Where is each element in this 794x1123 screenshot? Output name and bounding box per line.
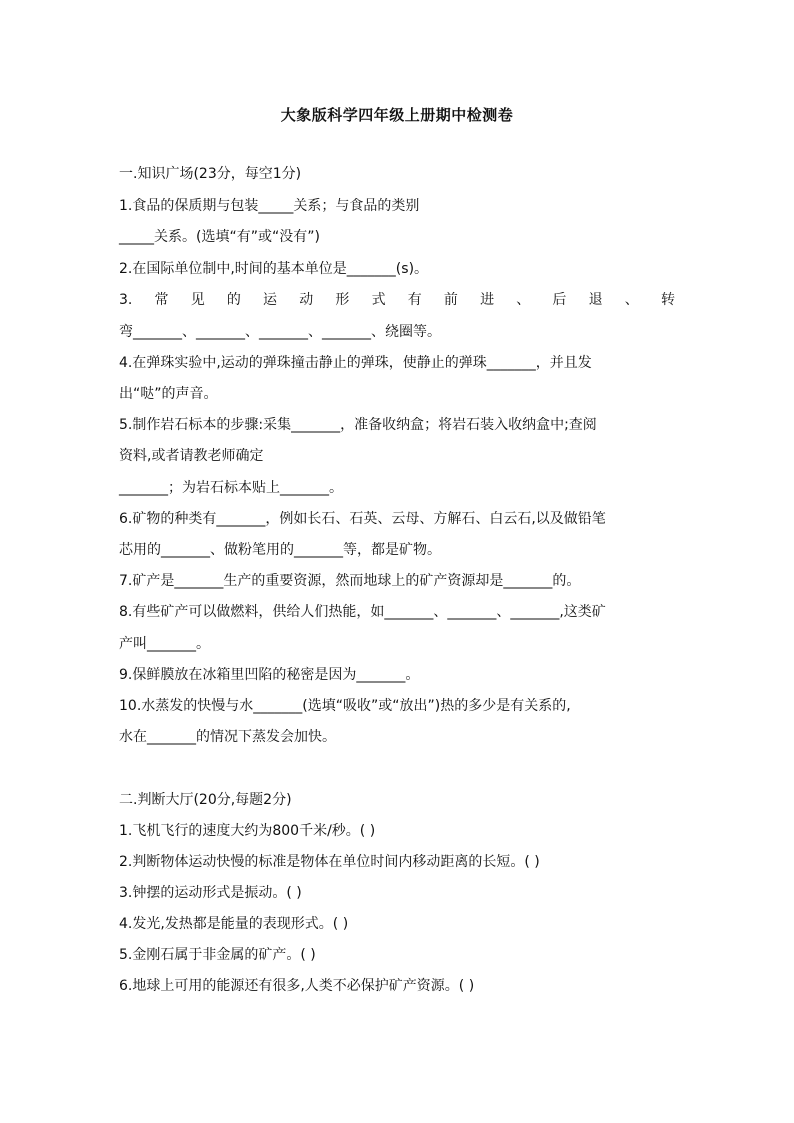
question-line: 资料,或者请教老师确定 (119, 448, 264, 464)
spaced-glyph: 动 (299, 292, 314, 308)
question-line: 1.飞机飞行的速度大约为800千米/秒。( ) (119, 823, 376, 839)
spaced-glyph: 式 (371, 292, 386, 308)
spaced-glyph: 、 (624, 292, 639, 308)
question-line: 4.发光,发热都是能量的表现形式。( ) (119, 916, 349, 932)
question-line: 弯_______、_______、_______、_______、绕圈等。 (119, 324, 441, 340)
question-line: 5.金刚石属于非金属的矿产。( ) (119, 947, 316, 963)
spaced-glyph: 退 (588, 292, 603, 308)
question-line: 2.判断物体运动快慢的标准是物体在单位时间内移动距离的长短。( ) (119, 854, 540, 870)
spaced-glyph: 、 (516, 292, 531, 308)
question-line: _______；为岩石标本贴上_______。 (119, 480, 343, 496)
spaced-glyph: 运 (263, 292, 278, 308)
spaced-glyph: 的 (226, 292, 241, 308)
question-line: 2.在国际单位制中,时间的基本单位是_______(s)。 (119, 261, 429, 277)
spaced-glyph: 前 (443, 292, 458, 308)
document-title: 大象版科学四年级上册期中检测卷 (280, 106, 514, 124)
question-line: _____关系。(选填“有”或“没有”) (119, 229, 320, 245)
question-line: 芯用的_______、做粉笔用的_______等，都是矿物。 (119, 542, 441, 558)
question-line: 5.制作岩石标本的步骤:采集_______，准备收纳盒；将岩石装入收纳盒中;查阅 (119, 417, 597, 433)
spaced-glyph: 形 (335, 292, 350, 308)
spaced-glyph: 后 (552, 292, 567, 308)
question-line: 9.保鲜膜放在冰箱里凹陷的秘密是因为_______。 (119, 667, 420, 683)
question-line: 产叫_______。 (119, 636, 210, 652)
question-line (119, 290, 675, 310)
question-line: 7.矿产是_______生产的重要资源，然而地球上的矿产资源却是_______的。 (119, 573, 581, 589)
question-line: 4.在弹珠实验中,运动的弹珠撞击静止的弹珠，使静止的弹珠_______，并且发 (119, 355, 592, 371)
question-line: 6.地球上可用的能源还有很多,人类不必保护矿产资源。( ) (119, 978, 475, 994)
spaced-glyph: 见 (190, 292, 205, 308)
question-line: 水在_______的情况下蒸发会加快。 (119, 729, 336, 745)
spaced-glyph: 转 (660, 292, 675, 308)
question-line: 3.钟摆的运动形式是振动。( ) (119, 885, 302, 901)
question-line: 出“哒”的声音。 (119, 386, 218, 402)
section-1-heading: 一.知识广场(23分，每空1分) (119, 166, 302, 182)
question-line: 10.水蒸发的快慢与水_______(选填“吸收”或“放出”)热的多少是有关系的, (119, 698, 571, 714)
question-line: 8.有些矿产可以做燃料，供给人们热能，如_______、_______、_______,这类矿 (119, 604, 606, 620)
spaced-glyph: 常 (154, 292, 169, 308)
spaced-glyph: 有 (407, 292, 422, 308)
question-line: 1.食品的保质期与包装_____关系；与食品的类别 (119, 198, 420, 214)
spaced-glyph: 3. (119, 292, 133, 308)
spaced-glyph: 进 (480, 292, 495, 308)
section-2-heading: 二.判断大厅(20分,每题2分) (119, 792, 292, 808)
question-line: 6.矿物的种类有_______，例如长石、石英、云母、方解石、白云石,以及做铅笔 (119, 511, 606, 527)
